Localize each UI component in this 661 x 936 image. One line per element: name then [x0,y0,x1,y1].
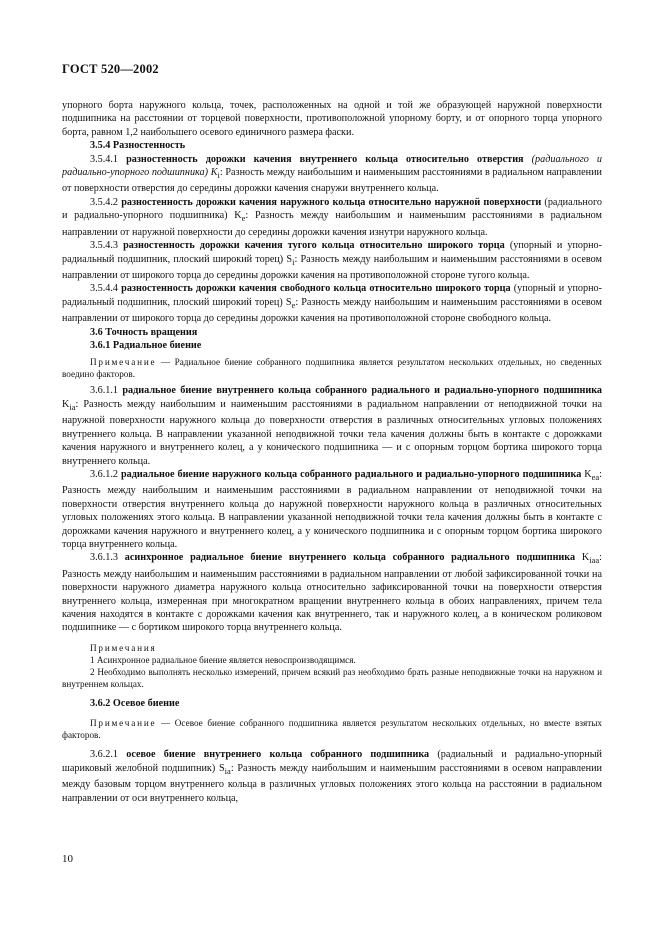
clause-3-5-4-4: 3.5.4.4 разностенность дорожки качения свободного кольца относительно широкого торца (упорный и упорно-радиальный подшипник, плоский широкий торец) $S_e$: Разность между наибольшим и наименьшим расстояниями в осевом направлении от широкого торца до середины дорожки качения на противоположной стороне свободного кольца. [62,283,603,325]
note-item-2: 2 Необходимо выполнять несколько измерений, причем всякий раз необходимо брать разные неподвижные точки на наружном и внутреннем кольцах. [62,666,602,689]
clause-3-5-4-1: 3.5.4.1 разностенность дорожки качения внутреннего кольца относительно отверстия (радиального и радиально-упорного подшипника) $K_i$: Разность между наибольшим и наименьшим расстояниями в радиальном направлении от поверхности отверстия до середины дорожки качения снаружи внутреннего кольца. [62,153,603,195]
note-3-6-1: Примечание — Радиальное биение собранного подшипника является результатом нескольких отдельных, но сведенных воедино факторов. [62,357,602,380]
heading-3-6-2: 3.6.2 Осевое биение [90,697,180,709]
heading-3-5-4: 3.5.4 Разностенность [90,140,186,152]
clause-3-6-1-2: 3.6.1.2 радиальное биение наружного кольца собранного радиального и радиально-упорного подшипника $K_{ea}$: Разность между наибольшим и наименьшим расстояниями в радиальном направлении от неподвижной точки на поверхности отверстия внутреннего кольца до наружной поверхности наружного кольца в различных относительных угловых положениях этого кольца. В направлении указанной неподвижной точки тела качения должны быть в контакте с дорожками качения наружного и внутреннего колец, а у конического подшипника и с опорным торцом бортика широкого торца внутреннего кольца. [62,468,603,550]
clause-3-5-4-3: 3.5.4.3 разностенность дорожки качения тугого кольца относительно широкого торца (упорный и упорно-радиальный подшипник, плоский широкий торец) $S_i$: Разность между наибольшим и наименьшим расстояниями в осевом направлении от широкого торца до середины дорожки качения на противоположной стороне тугого кольца. [62,240,603,281]
document-header: ГОСТ 520—2002 [62,62,159,76]
clause-3-6-2-1: 3.6.2.1 осевое биение внутреннего кольца собранного подшипника (радиальный и радиально-упорный шариковый желобной подшипник) $S_{ia}$: Разность между наибольшим и наименьшим расстояниями в осевом направлении между базовым торцом внутреннего кольца в различных угловых положениях этого кольца на расстоянии в радиальном направлении от оси внутреннего кольца, [62,749,602,804]
note-item-1: 1 Асинхронное радиальное биение является невоспроизводящимся. [90,654,356,665]
clause-3-6-1-1: 3.6.1.1 радиальное биение внутреннего кольца собранного радиального и радиально-упорного подшипника $K_{ia}$: Разность между наибольшим и наименьшим расстояниями в радиальном направлении от неподвижной точки на наружной поверхности наружного кольца до поверхности отверстия в различных относительных угловых положениях внутреннего кольца. В направлении указанной неподвижной точки тела качения должны быть в контакте с дорожками качения наружного и внутреннего колец, а у конического подшипника — и с опорным торцом бортика широкого торца внутреннего кольца. [62,385,603,467]
clause-3-5-4-2: 3.5.4.2 разностенность дорожки качения наружного кольца относительно наружной поверхности (радиального и радиально-упорного подшипника) $K_e$: Разность между наибольшим и наименьшим расстояниями в радиальном направлении от наружной поверхности до середины дорожки качения изнутри наружного кольца. [62,196,602,238]
heading-3-6-1: 3.6.1 Радиальное биение [90,340,202,352]
heading-3-6: 3.6 Точность вращения [90,326,198,338]
clause-3-6-1-3: 3.6.1.3 асинхронное радиальное биение внутреннего кольца собранного радиального подшипника $K_{iaa}$: Разность между наибольшим и наименьшим расстояниями в радиальном направлении от любой зафиксированной точки на поверхности наружного диаметра наружного кольца относительно зафиксированной точки на поверхности отверстия внутреннего кольца, измеренная при многократном вращении внутреннего кольца в обоих направлениях, причем тела качения находятся в контакте с дорожками качения как внутреннего, так и наружного колец, а в коническом роликовом подшипнике — с бортиком широкого торца внутреннего кольца. [62,552,602,634]
notes-label: Примечания [90,642,157,653]
document-page [62,62,602,805]
page-number: 10 [62,853,73,865]
note-3-6-2: Примечание — Осевое биение собранного подшипника является результатом нескольких отдельных, но вместе взятых факторов. [62,718,602,741]
paragraph-continuation: упорного борта наружного кольца, точек, расположенных на одной и той же образующей наружной поверхности подшипника на расстоянии от торцевой поверхности, противоположной упорному борту, и от опорного торца упорного борта, равном 1,2 наибольшего осевого единичного размера фаски. [62,100,602,138]
